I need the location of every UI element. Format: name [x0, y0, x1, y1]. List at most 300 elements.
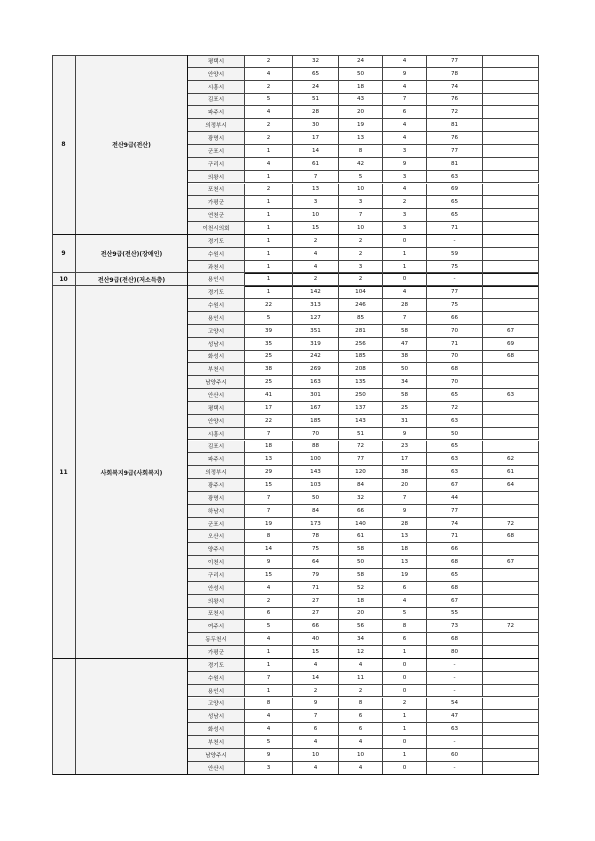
cell-passed: 13	[383, 556, 427, 569]
cell-passed: 47	[383, 338, 427, 351]
cell-applicants: 17	[293, 132, 339, 145]
cell-passed: 1	[383, 261, 427, 274]
cell-cutoff: 70	[427, 351, 483, 364]
cell-passed: 7	[383, 312, 427, 325]
cell-passed: 34	[383, 376, 427, 389]
cell-passed: 9	[383, 505, 427, 518]
cell-cutoff: -	[427, 762, 483, 775]
cell-applicants: 2	[293, 685, 339, 698]
cell-region: 안양시	[188, 68, 245, 81]
cell-region: 구리시	[188, 569, 245, 582]
cell-quota: 1	[245, 685, 293, 698]
cell-passed: 1	[383, 646, 427, 659]
cell-applicants: 79	[293, 569, 339, 582]
cell-region: 파주시	[188, 106, 245, 119]
cell-quota: 9	[245, 749, 293, 762]
cell-examinees: 7	[339, 209, 383, 222]
cell-region: 의왕시	[188, 171, 245, 184]
cell-applicants: 14	[293, 145, 339, 158]
cell-examinees: 58	[339, 543, 383, 556]
cell-cutoff-2	[483, 505, 539, 518]
cell-quota: 14	[245, 543, 293, 556]
cell-applicants: 4	[293, 248, 339, 261]
cell-region: 가평군	[188, 646, 245, 659]
cell-examinees: 84	[339, 479, 383, 492]
cell-cutoff: 72	[427, 106, 483, 119]
cell-examinees: 2	[339, 685, 383, 698]
cell-passed: 1	[383, 710, 427, 723]
cell-region: 수원시	[188, 672, 245, 685]
cell-quota: 9	[245, 556, 293, 569]
cell-cutoff: 72	[427, 402, 483, 415]
cell-cutoff-2: 64	[483, 479, 539, 492]
group-name: 전산9급(전산)(저소득층)	[76, 273, 188, 286]
cell-region: 과천시	[188, 261, 245, 274]
cell-quota: 4	[245, 158, 293, 171]
cell-examinees: 20	[339, 608, 383, 621]
cell-applicants: 84	[293, 505, 339, 518]
cell-applicants: 61	[293, 158, 339, 171]
cell-cutoff: 67	[427, 479, 483, 492]
cell-passed: 0	[383, 235, 427, 248]
cell-cutoff-2	[483, 672, 539, 685]
cell-quota: 39	[245, 325, 293, 338]
cell-passed: 6	[383, 582, 427, 595]
group-number: 8	[52, 55, 76, 235]
cell-quota: 2	[245, 595, 293, 608]
cell-examinees: 13	[339, 132, 383, 145]
cell-cutoff: 74	[427, 81, 483, 94]
cell-quota: 1	[245, 286, 293, 299]
cell-region: 양주시	[188, 543, 245, 556]
cell-applicants: 269	[293, 363, 339, 376]
cell-quota: 7	[245, 505, 293, 518]
cell-cutoff-2	[483, 685, 539, 698]
cell-quota: 1	[245, 261, 293, 274]
cell-region: 수원시	[188, 248, 245, 261]
cell-examinees: 2	[339, 248, 383, 261]
cell-applicants: 88	[293, 441, 339, 454]
cell-passed: 28	[383, 518, 427, 531]
cell-applicants: 78	[293, 530, 339, 543]
cell-passed: 18	[383, 543, 427, 556]
cell-passed: 0	[383, 736, 427, 749]
cell-applicants: 4	[293, 762, 339, 775]
cell-region: 광명시	[188, 132, 245, 145]
cell-cutoff-2	[483, 698, 539, 711]
cell-quota: 17	[245, 402, 293, 415]
cell-cutoff-2	[483, 235, 539, 248]
cell-quota: 1	[245, 659, 293, 672]
cell-cutoff-2	[483, 81, 539, 94]
cell-quota: 25	[245, 351, 293, 364]
cell-applicants: 173	[293, 518, 339, 531]
cell-cutoff: 69	[427, 184, 483, 197]
cell-region: 안양시	[188, 415, 245, 428]
cell-applicants: 4	[293, 261, 339, 274]
cell-examinees: 77	[339, 453, 383, 466]
cell-cutoff-2: 67	[483, 325, 539, 338]
cell-cutoff: 71	[427, 338, 483, 351]
cell-region: 용인시	[188, 685, 245, 698]
cell-region: 하남시	[188, 505, 245, 518]
cell-examinees: 19	[339, 119, 383, 132]
cell-passed: 4	[383, 595, 427, 608]
cell-cutoff: 65	[427, 389, 483, 402]
cell-quota: 22	[245, 415, 293, 428]
cell-examinees: 281	[339, 325, 383, 338]
cell-quota: 15	[245, 479, 293, 492]
cell-examinees: 5	[339, 171, 383, 184]
cell-cutoff-2	[483, 158, 539, 171]
cell-cutoff: 65	[427, 569, 483, 582]
cell-passed: 28	[383, 299, 427, 312]
cell-region: 광명시	[188, 492, 245, 505]
cell-region: 가평군	[188, 196, 245, 209]
cell-cutoff-2	[483, 569, 539, 582]
cell-passed: 8	[383, 620, 427, 633]
cell-region: 연천군	[188, 209, 245, 222]
cell-quota: 4	[245, 633, 293, 646]
cell-examinees: 10	[339, 749, 383, 762]
cell-passed: 2	[383, 698, 427, 711]
cell-applicants: 9	[293, 698, 339, 711]
cell-applicants: 15	[293, 646, 339, 659]
cell-examinees: 43	[339, 94, 383, 107]
cell-region: 안산시	[188, 762, 245, 775]
cell-examinees: 24	[339, 55, 383, 68]
cell-passed: 58	[383, 325, 427, 338]
cell-passed: 0	[383, 659, 427, 672]
cell-applicants: 4	[293, 659, 339, 672]
cell-region: 이천시	[188, 556, 245, 569]
cell-examinees: 50	[339, 68, 383, 81]
cell-applicants: 351	[293, 325, 339, 338]
cell-applicants: 15	[293, 222, 339, 235]
cell-cutoff-2	[483, 710, 539, 723]
cell-applicants: 301	[293, 389, 339, 402]
recruitment-table	[52, 55, 515, 772]
cell-applicants: 70	[293, 428, 339, 441]
cell-applicants: 50	[293, 492, 339, 505]
cell-quota: 38	[245, 363, 293, 376]
cell-passed: 31	[383, 415, 427, 428]
cell-applicants: 40	[293, 633, 339, 646]
cell-passed: 7	[383, 492, 427, 505]
cell-passed: 1	[383, 248, 427, 261]
cell-quota: 5	[245, 736, 293, 749]
cell-region: 화성시	[188, 351, 245, 364]
cell-cutoff-2	[483, 209, 539, 222]
cell-region: 오산시	[188, 530, 245, 543]
cell-examinees: 4	[339, 762, 383, 775]
cell-cutoff: 73	[427, 620, 483, 633]
cell-region: 파주시	[188, 453, 245, 466]
cell-cutoff-2	[483, 184, 539, 197]
group-number: 10	[52, 273, 76, 286]
cell-examinees: 56	[339, 620, 383, 633]
cell-cutoff-2	[483, 595, 539, 608]
cell-examinees: 143	[339, 415, 383, 428]
cell-region: 구리시	[188, 158, 245, 171]
cell-cutoff-2: 61	[483, 466, 539, 479]
cell-examinees: 85	[339, 312, 383, 325]
cell-passed: 19	[383, 569, 427, 582]
cell-cutoff-2	[483, 222, 539, 235]
cell-cutoff-2	[483, 376, 539, 389]
cell-cutoff: -	[427, 685, 483, 698]
cell-passed: 38	[383, 466, 427, 479]
cell-quota: 5	[245, 620, 293, 633]
cell-region: 시흥시	[188, 428, 245, 441]
cell-examinees: 11	[339, 672, 383, 685]
cell-passed: 20	[383, 479, 427, 492]
cell-region: 의정부시	[188, 466, 245, 479]
group-name	[76, 659, 188, 775]
cell-quota: 1	[245, 209, 293, 222]
cell-examinees: 256	[339, 338, 383, 351]
cell-passed: 2	[383, 196, 427, 209]
cell-applicants: 24	[293, 81, 339, 94]
cell-examinees: 140	[339, 518, 383, 531]
cell-cutoff-2	[483, 145, 539, 158]
cell-applicants: 75	[293, 543, 339, 556]
cell-applicants: 2	[293, 273, 339, 286]
cell-quota: 6	[245, 608, 293, 621]
cell-passed: 6	[383, 633, 427, 646]
cell-cutoff-2	[483, 762, 539, 775]
cell-passed: 0	[383, 672, 427, 685]
cell-cutoff: 59	[427, 248, 483, 261]
cell-examinees: 2	[339, 273, 383, 286]
cell-quota: 1	[245, 222, 293, 235]
cell-cutoff: 65	[427, 209, 483, 222]
cell-examinees: 10	[339, 222, 383, 235]
cell-passed: 1	[383, 723, 427, 736]
cell-quota: 5	[245, 94, 293, 107]
cell-region: 부천시	[188, 363, 245, 376]
cell-passed: 38	[383, 351, 427, 364]
cell-cutoff-2	[483, 659, 539, 672]
cell-passed: 0	[383, 762, 427, 775]
cell-cutoff: 55	[427, 608, 483, 621]
cell-cutoff-2	[483, 261, 539, 274]
cell-applicants: 319	[293, 338, 339, 351]
cell-region: 안산시	[188, 389, 245, 402]
group-number: 11	[52, 286, 76, 659]
cell-cutoff: 76	[427, 94, 483, 107]
cell-cutoff: -	[427, 736, 483, 749]
cell-cutoff: 63	[427, 723, 483, 736]
cell-examinees: 246	[339, 299, 383, 312]
cell-quota: 1	[245, 248, 293, 261]
cell-passed: 3	[383, 171, 427, 184]
cell-region: 군포시	[188, 145, 245, 158]
cell-examinees: 4	[339, 736, 383, 749]
cell-applicants: 4	[293, 736, 339, 749]
cell-applicants: 142	[293, 286, 339, 299]
cell-cutoff-2	[483, 248, 539, 261]
cell-examinees: 34	[339, 633, 383, 646]
cell-region: 부천시	[188, 736, 245, 749]
cell-applicants: 71	[293, 582, 339, 595]
cell-quota: 15	[245, 569, 293, 582]
cell-region: 평택시	[188, 402, 245, 415]
cell-cutoff-2	[483, 402, 539, 415]
group-number	[52, 659, 76, 775]
cell-passed: 5	[383, 608, 427, 621]
cell-cutoff: 68	[427, 633, 483, 646]
cell-region: 성남시	[188, 338, 245, 351]
cell-cutoff: 68	[427, 363, 483, 376]
cell-examinees: 42	[339, 158, 383, 171]
cell-passed: 4	[383, 132, 427, 145]
cell-quota: 1	[245, 171, 293, 184]
cell-region: 성남시	[188, 710, 245, 723]
cell-region: 김포시	[188, 94, 245, 107]
cell-cutoff-2	[483, 273, 539, 286]
cell-quota: 1	[245, 196, 293, 209]
cell-passed: 58	[383, 389, 427, 402]
cell-region: 남양주시	[188, 749, 245, 762]
cell-examinees: 3	[339, 261, 383, 274]
cell-quota: 13	[245, 453, 293, 466]
cell-cutoff: 70	[427, 325, 483, 338]
cell-region: 수원시	[188, 299, 245, 312]
cell-examinees: 250	[339, 389, 383, 402]
cell-applicants: 66	[293, 620, 339, 633]
cell-cutoff-2	[483, 749, 539, 762]
cell-examinees: 10	[339, 184, 383, 197]
cell-quota: 1	[245, 646, 293, 659]
cell-quota: 18	[245, 441, 293, 454]
cell-region: 용인시	[188, 312, 245, 325]
cell-applicants: 13	[293, 184, 339, 197]
cell-region: 경기도	[188, 659, 245, 672]
cell-applicants: 64	[293, 556, 339, 569]
cell-passed: 4	[383, 286, 427, 299]
cell-cutoff-2	[483, 171, 539, 184]
cell-cutoff-2	[483, 543, 539, 556]
cell-cutoff: 71	[427, 530, 483, 543]
cell-cutoff-2: 72	[483, 620, 539, 633]
cell-cutoff: 63	[427, 466, 483, 479]
cell-quota: 41	[245, 389, 293, 402]
cell-region: 의왕시	[188, 595, 245, 608]
cell-cutoff: 76	[427, 132, 483, 145]
cell-cutoff-2	[483, 723, 539, 736]
cell-cutoff: 77	[427, 505, 483, 518]
cell-cutoff: 65	[427, 441, 483, 454]
cell-passed: 3	[383, 209, 427, 222]
cell-passed: 4	[383, 55, 427, 68]
cell-examinees: 72	[339, 441, 383, 454]
cell-examinees: 18	[339, 595, 383, 608]
group-number: 9	[52, 235, 76, 274]
cell-quota: 2	[245, 81, 293, 94]
cell-examinees: 8	[339, 145, 383, 158]
cell-region: 고양시	[188, 325, 245, 338]
group-name: 전산9급(전산)(장애인)	[76, 235, 188, 274]
cell-cutoff-2	[483, 736, 539, 749]
cell-passed: 9	[383, 68, 427, 81]
cell-cutoff: 63	[427, 415, 483, 428]
cell-cutoff: 70	[427, 376, 483, 389]
cell-region: 이천시의회	[188, 222, 245, 235]
cell-quota: 1	[245, 235, 293, 248]
cell-passed: 0	[383, 685, 427, 698]
cell-quota: 2	[245, 184, 293, 197]
cell-examinees: 12	[339, 646, 383, 659]
cell-applicants: 103	[293, 479, 339, 492]
cell-cutoff-2	[483, 633, 539, 646]
cell-applicants: 100	[293, 453, 339, 466]
cell-cutoff: 74	[427, 518, 483, 531]
cell-cutoff: 77	[427, 55, 483, 68]
cell-cutoff: -	[427, 659, 483, 672]
cell-passed: 4	[383, 184, 427, 197]
cell-region: 경기도	[188, 286, 245, 299]
cell-cutoff-2	[483, 582, 539, 595]
cell-cutoff: 75	[427, 299, 483, 312]
cell-region: 안성시	[188, 582, 245, 595]
cell-quota: 7	[245, 428, 293, 441]
cell-cutoff: 63	[427, 171, 483, 184]
group-name: 사회복지9급(사회복지)	[76, 286, 188, 659]
cell-cutoff-2	[483, 415, 539, 428]
cell-cutoff-2	[483, 312, 539, 325]
cell-applicants: 242	[293, 351, 339, 364]
cell-applicants: 10	[293, 209, 339, 222]
cell-examinees: 2	[339, 235, 383, 248]
cell-cutoff-2	[483, 428, 539, 441]
cell-quota: 25	[245, 376, 293, 389]
cell-applicants: 6	[293, 723, 339, 736]
cell-cutoff-2	[483, 363, 539, 376]
cell-quota: 1	[245, 273, 293, 286]
cell-cutoff-2: 68	[483, 351, 539, 364]
cell-cutoff: 47	[427, 710, 483, 723]
cell-cutoff: 68	[427, 582, 483, 595]
cell-quota: 35	[245, 338, 293, 351]
cell-quota: 5	[245, 312, 293, 325]
cell-passed: 25	[383, 402, 427, 415]
cell-cutoff: 66	[427, 312, 483, 325]
cell-cutoff-2	[483, 196, 539, 209]
cell-quota: 4	[245, 68, 293, 81]
cell-cutoff: 50	[427, 428, 483, 441]
cell-quota: 4	[245, 710, 293, 723]
cell-region: 김포시	[188, 441, 245, 454]
cell-quota: 19	[245, 518, 293, 531]
cell-cutoff: 60	[427, 749, 483, 762]
cell-passed: 0	[383, 273, 427, 286]
cell-passed: 3	[383, 145, 427, 158]
cell-applicants: 313	[293, 299, 339, 312]
cell-examinees: 8	[339, 698, 383, 711]
cell-region: 남양주시	[188, 376, 245, 389]
cell-examinees: 3	[339, 196, 383, 209]
cell-applicants: 32	[293, 55, 339, 68]
cell-cutoff: 54	[427, 698, 483, 711]
cell-cutoff-2	[483, 286, 539, 299]
cell-quota: 29	[245, 466, 293, 479]
cell-cutoff-2: 72	[483, 518, 539, 531]
cell-applicants: 185	[293, 415, 339, 428]
group-name: 전산9급(전산)	[76, 55, 188, 235]
cell-passed: 4	[383, 119, 427, 132]
cell-passed: 4	[383, 81, 427, 94]
